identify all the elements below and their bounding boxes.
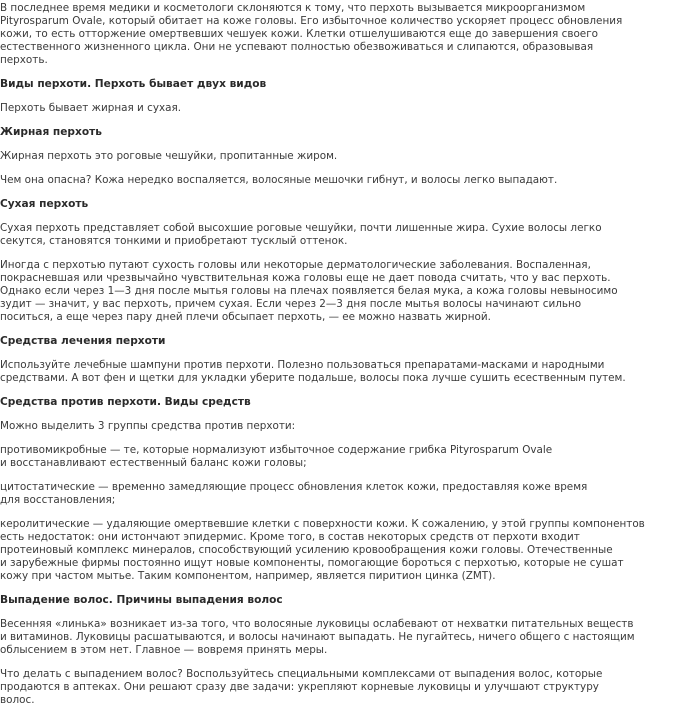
section-heading: Жирная перхоть [0,126,102,138]
paragraph [0,174,688,187]
paragraph-line: Чем она опасна? Кожа нередко воспаляется, волосяные мешочки гибнут, и волосы легко выпадают. [0,174,558,186]
paragraph-line: для восстановления; [0,494,116,506]
paragraph [0,518,688,583]
paragraph-line: продаются в аптеках. Они решают сразу две задачи: укрепляют корневые луковицы и улучшают структуру [0,681,599,693]
paragraph-line: керолитические — удаляющие омертвевшие клетки с поверхности кожи. К сожалению, у этой группы компонентов [0,518,645,530]
paragraph-line: поситься, а еще через пару дней плечи обсыпает перхоть, — ее можно назвать жирной. [0,311,491,323]
paragraph [0,359,688,385]
paragraph-line: Однако если через 1—3 дня после мытья головы на плечах появляется белая мука, а кожа головы невыносимо [0,285,618,297]
paragraph [0,420,688,433]
section-heading: Выпадение волос. Причины выпадения волос [0,594,283,606]
paragraph-line: зудит — значит, у вас перхоть, причем сухая. Если через 2—3 дня после мытья волосы начинают сильно [0,298,582,310]
paragraph [0,150,688,163]
paragraph-line: волос. [0,694,35,706]
paragraph-line: Иногда с перхотью путают сухость головы или некоторые дерматологические заболевания. Воспаленная, [0,259,591,271]
paragraph-line: цитостатические — временно замедляющие процесс обновления клеток кожи, предоставляя коже время [0,481,588,493]
paragraph-line: Что делать с выпадением волос? Воспользуйтесь специальными комплексами от выпадения волос, которые [0,668,603,680]
paragraph-line: Используйте лечебные шампуни против перхоти. Полезно пользоваться препаратами-масками и народными [0,359,605,371]
paragraph-line: противомикробные — те, которые нормализуют избыточное содержание грибка Pityrosparum Ovale [0,444,553,456]
paragraph-line: есть недостаток: они истончают эпидермис. Кроме того, в состав некоторых средств от перхоти входит [0,531,580,543]
paragraph-line: кожу при частом мытье. Таким компонентом, например, является пиритион цинка (ZMT). [0,570,496,582]
paragraph [0,618,688,657]
paragraph-line: кожи, то есть отторжение омертвевших чешуек кожи. Клетки отшелушиваются еще до завершения своего [0,28,599,40]
paragraph-line: средствами. А вот фен и щетки для укладки уберите подальше, волосы пока лучше сушить есественным путем. [0,372,626,384]
paragraph-line: и восстанавливают естественный баланс кожи головы; [0,457,307,469]
paragraph [0,222,688,248]
paragraph-line: покрасневшая или чрезвычайно чувствительная кожа головы еще не дает повода считать, что у вас перхоть. [0,272,611,284]
paragraph-line: В последнее время медики и косметологи склоняются к тому, что перхоть вызывается микроорганизмом [0,2,586,14]
paragraph-line: Весенняя «линька» возникает из-за того, что волосяные луковицы ослабевают от нехватки питательных веществ [0,618,634,630]
paragraph-line: протеиновый комплекс минералов, способствующий усилению кровообращения кожи головы. Отечественные [0,544,613,556]
paragraph-line: облысением в этом нет. Главное — вовремя принять меры. [0,644,328,656]
section-heading: Сухая перхоть [0,198,89,210]
paragraph [0,481,688,507]
paragraph-line: Сухая перхоть представляет собой высохшие роговые чешуйки, почти лишенные жира. Сухие волосы легко [0,222,602,234]
paragraph [0,444,688,470]
paragraph [0,259,688,324]
paragraph-line: Жирная перхоть это роговые чешуйки, пропитанные жиром. [0,150,338,162]
paragraph-line: Pityrosparum Ovale, который обитает на коже головы. Его избыточное количество ускоряет процесс обновления [0,15,623,27]
paragraph [0,102,688,115]
paragraph-line: секутся, становятся тонкими и приобретают тусклый оттенок. [0,235,348,247]
paragraph-line: и витаминов. Луковицы расшатываются, и волосы начинают выпадать. Не пугайтесь, ничего общего с настоящим [0,631,635,643]
paragraph [0,2,688,67]
section-heading: Виды перхоти. Перхоть бывает двух видов [0,78,267,90]
section-heading: Средства против перхоти. Виды средств [0,396,251,408]
section-heading: Средства лечения перхоти [0,335,166,347]
paragraph-line: перхоть. [0,54,48,66]
paragraph-line: Перхоть бывает жирная и сухая. [0,102,182,114]
paragraph [0,668,688,707]
paragraph-line: и зарубежные фирмы постоянно ищут новые компоненты, помогающие бороться с перхотью, которые не сушат [0,557,624,569]
paragraph-line: Можно выделить 3 группы средства против перхоти: [0,420,296,432]
paragraph-line: естественного жизненного цикла. Они не успевают полностью обезвоживаться и слипаются, образовывая [0,41,594,53]
